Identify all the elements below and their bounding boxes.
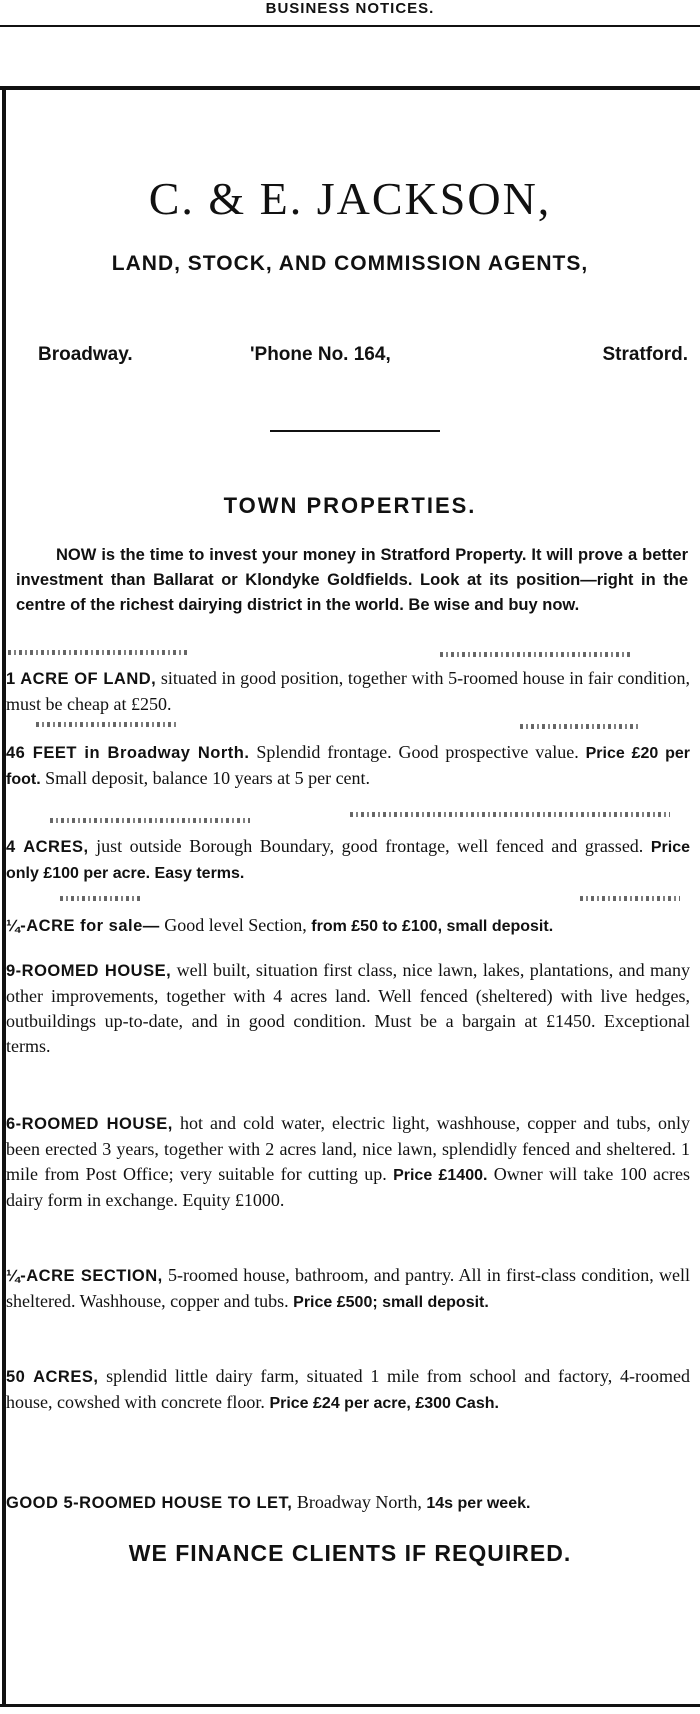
listing-heading: 6-ROOMED HOUSE,: [6, 1115, 173, 1133]
listing-heading: 46 FEET in Broadway North.: [6, 744, 250, 762]
listing: [6, 1111, 690, 1213]
ad-top-border: [0, 86, 700, 90]
listing: [6, 958, 690, 1059]
print-smudge: [36, 722, 176, 727]
listing: [6, 740, 690, 792]
print-smudge: [580, 896, 680, 901]
intro-text: NOW is the time to invest your money in Stratford Property. It will prove a better investment than Ballarat or Klondyke Goldfields. Look at its position—right in the centre of the richest dairying district in the world. Be wise and buy now.: [16, 546, 688, 614]
listing-price: Price only £100 per acre. Easy terms.: [6, 839, 691, 882]
print-smudge: [350, 812, 670, 817]
listing-price: from £50 to £100, small deposit.: [311, 918, 554, 935]
listing-heading: 50 ACRES,: [6, 1368, 99, 1386]
listing-text: hot and cold water, electric light, washhouse, copper and tubs, only been erected 3 years, together with 2 acres land, nice lawn, splendidly fenced and sheltered. 1 mile from Post Office; very suitable for cutting up.: [6, 1113, 690, 1184]
ad-left-border: [2, 86, 6, 1706]
listing-text: Good level Section,: [164, 915, 307, 935]
divider: [270, 430, 440, 432]
page-header: BUSINESS NOTICES.: [265, 0, 435, 17]
listing: [6, 1263, 690, 1315]
to-let-notice: [6, 1490, 690, 1516]
print-smudge: [520, 724, 640, 729]
listing-text: just outside Borough Boundary, good frontage, well fenced and grassed.: [96, 836, 644, 856]
firm-name: C. & E. JACKSON,: [148, 173, 552, 224]
listing-heading: 9-ROOMED HOUSE,: [6, 962, 172, 980]
listing-text: situated in good position, together with 5-roomed house in fair condition, must be cheap at £250.: [6, 668, 690, 714]
listing-price: Price £1400.: [393, 1167, 488, 1184]
phone-number: 'Phone No. 164,: [250, 344, 391, 365]
intro-paragraph: [16, 543, 688, 618]
listing: [6, 913, 690, 939]
to-let-price: 14s per week.: [426, 1495, 531, 1512]
listing-price: Price £20 per foot.: [6, 745, 690, 788]
listing: [6, 834, 690, 886]
print-smudge: [50, 818, 250, 823]
print-smudge: [440, 652, 630, 657]
listing-heading: 1 ACRE OF LAND,: [6, 670, 157, 688]
listing-text: Small deposit, balance 10 years at 5 per cent.: [45, 768, 371, 788]
address-street: Broadway.: [38, 344, 133, 365]
listing-price: Price £24 per acre, £300 Cash.: [269, 1395, 499, 1412]
listing-text: splendid little dairy farm, situated 1 mile from school and factory, 4-roomed house, cowshed with concrete floor.: [6, 1366, 691, 1412]
listing-text: well built, situation first class, nice lawn, lakes, plantations, and many other improvements, together with 4 acres land. Well fenced (sheltered) with live hedges, outbuildings up-to-date, and in good condition. Must be a bargain at £1450. Exceptional terms.: [6, 960, 690, 1056]
to-let-heading: GOOD 5-ROOMED HOUSE TO LET,: [6, 1494, 293, 1512]
listing-price: Price £500; small deposit.: [293, 1294, 489, 1311]
listing-text: 5-roomed house, bathroom, and pantry. All in first-class condition, well sheltered. Washhouse, copper and tubs.: [6, 1265, 690, 1311]
ad-bottom-border: [0, 1704, 700, 1707]
listing: [6, 1364, 690, 1416]
to-let-text: Broadway North,: [296, 1492, 422, 1512]
listing-text: Owner will take 100 acres dairy form in exchange. Equity £1000.: [6, 1164, 691, 1210]
header-rule: [0, 25, 700, 27]
listing-heading: ¼-ACRE for sale—: [6, 917, 160, 935]
firm-description: LAND, STOCK, AND COMMISSION AGENTS,: [111, 252, 589, 275]
listing-heading: 4 ACRES,: [6, 838, 89, 856]
listing-text: Splendid frontage. Good prospective value.: [256, 742, 579, 762]
listing: [6, 666, 690, 717]
listing-heading: ¼-ACRE SECTION,: [6, 1267, 163, 1285]
print-smudge: [60, 896, 140, 901]
address-town: Stratford.: [602, 344, 688, 365]
finance-notice: WE FINANCE CLIENTS IF REQUIRED.: [128, 1540, 572, 1566]
print-smudge: [8, 650, 188, 655]
section-title: TOWN PROPERTIES.: [223, 493, 477, 518]
